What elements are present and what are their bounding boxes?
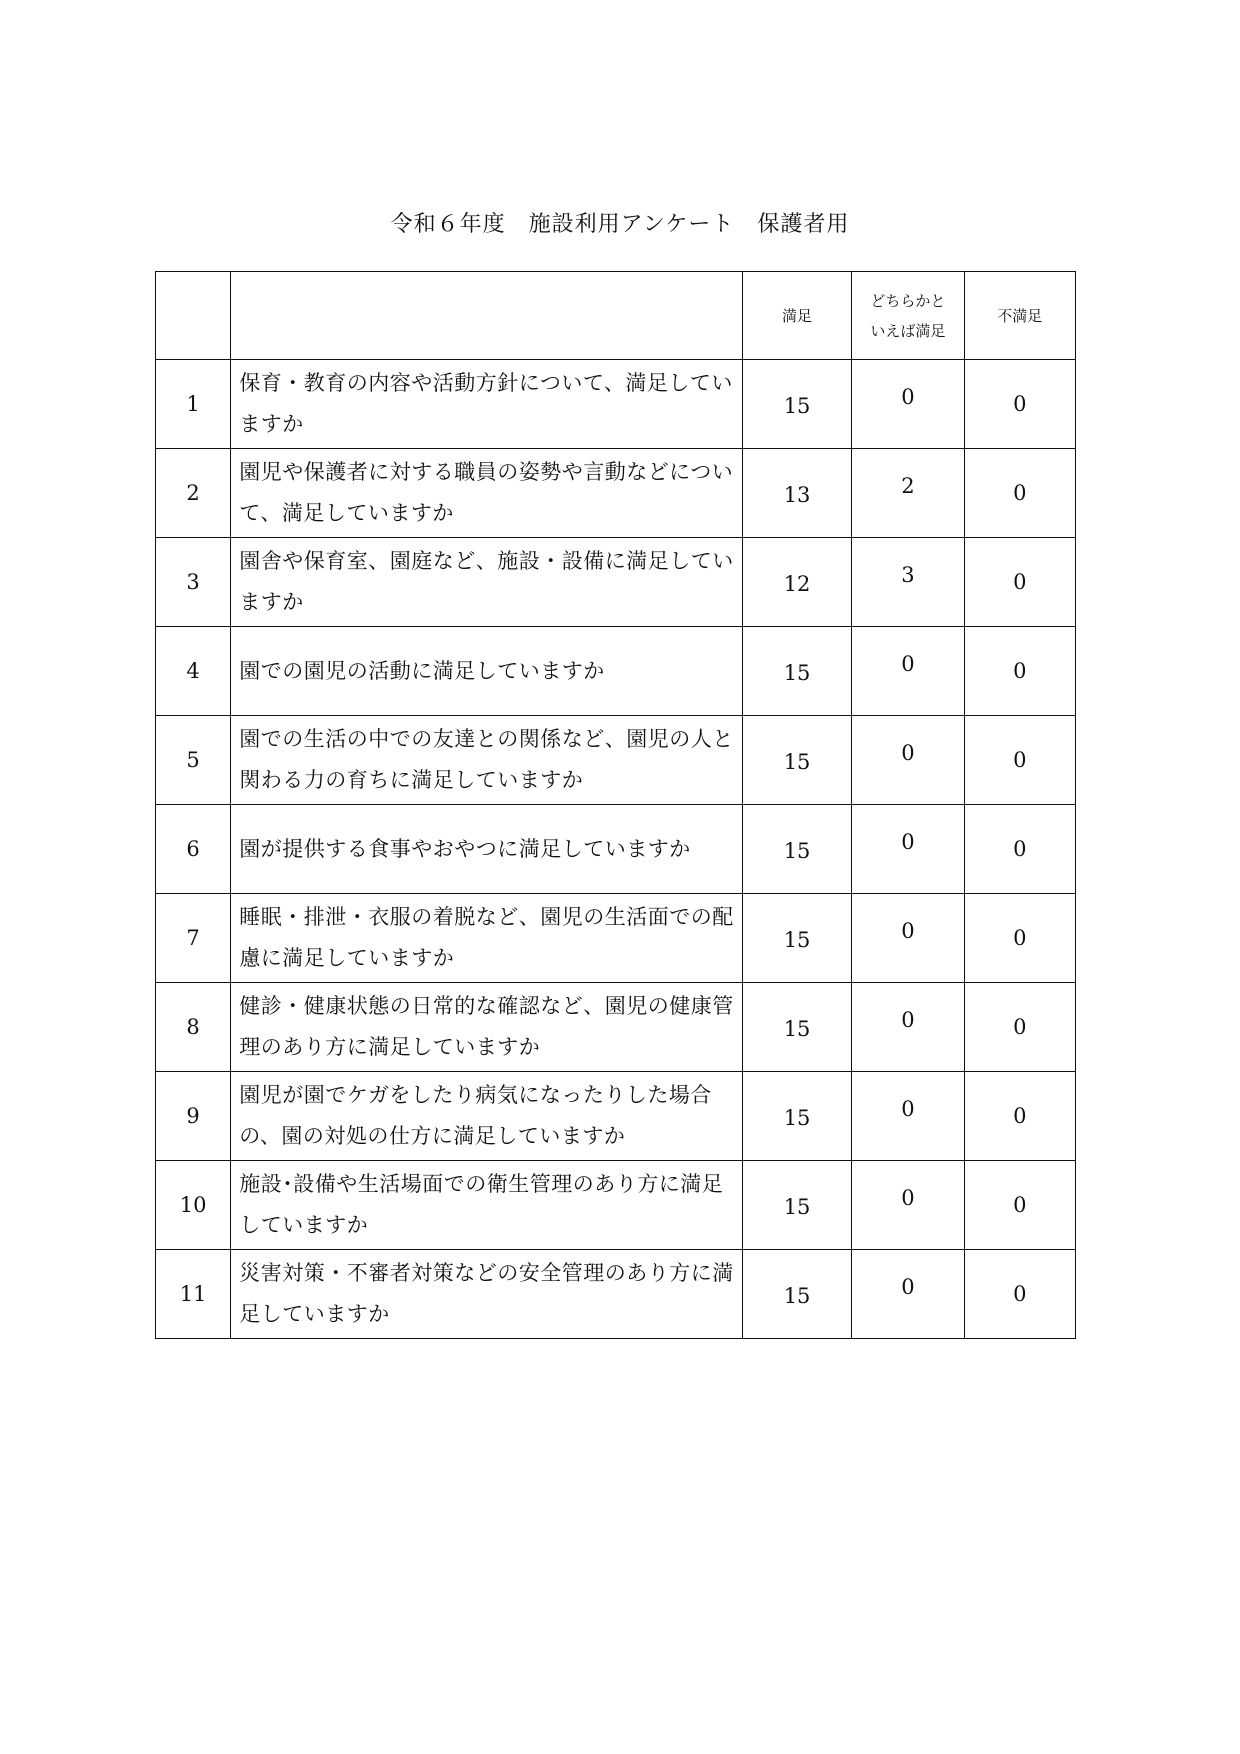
satisfied-count: 15 bbox=[783, 1017, 811, 1042]
table-row bbox=[156, 360, 1076, 449]
dissatisfied-count: 0 bbox=[1013, 748, 1027, 773]
satisfied-count: 15 bbox=[783, 1195, 811, 1220]
row-number: 3 bbox=[156, 538, 231, 627]
somewhat-satisfied-count: 0 bbox=[901, 384, 915, 409]
dissatisfied-count: 0 bbox=[1013, 392, 1027, 417]
satisfied-count: 13 bbox=[783, 483, 811, 508]
dissatisfied-count: 0 bbox=[1013, 659, 1027, 684]
table-row bbox=[156, 1250, 1076, 1339]
dissatisfied-count-cell bbox=[964, 360, 1075, 449]
header-satisfied-label: 満足 bbox=[782, 306, 813, 325]
row-number: 7 bbox=[156, 894, 231, 983]
header-somewhat-satisfied bbox=[852, 272, 964, 360]
table-row bbox=[156, 894, 1076, 983]
dissatisfied-count: 0 bbox=[1013, 1015, 1027, 1040]
dissatisfied-count-cell bbox=[964, 538, 1075, 627]
satisfied-count: 12 bbox=[783, 572, 811, 597]
somewhat-satisfied-count: 2 bbox=[901, 473, 915, 498]
somewhat-satisfied-count-cell bbox=[852, 627, 964, 716]
satisfied-count: 15 bbox=[783, 1284, 811, 1309]
somewhat-satisfied-count-cell bbox=[852, 894, 964, 983]
satisfied-count-cell bbox=[742, 627, 851, 716]
dissatisfied-count-cell bbox=[964, 894, 1075, 983]
somewhat-satisfied-count-cell bbox=[852, 716, 964, 805]
row-number: 11 bbox=[156, 1250, 231, 1339]
somewhat-satisfied-count-cell bbox=[852, 538, 964, 627]
table-row bbox=[156, 805, 1076, 894]
dissatisfied-count-cell bbox=[964, 1250, 1075, 1339]
question-text: 睡眠・排泄・衣服の着脱など、園児の生活面での配慮に満足していますか bbox=[231, 894, 743, 983]
satisfied-count: 15 bbox=[783, 839, 811, 864]
table-row bbox=[156, 1161, 1076, 1250]
question-text: 園児が園でケガをしたり病気になったりした場合の、園の対処の仕方に満足していますか bbox=[231, 1072, 743, 1161]
dissatisfied-count-cell bbox=[964, 983, 1075, 1072]
question-text: 保育・教育の内容や活動方針について、満足していますか bbox=[231, 360, 743, 449]
somewhat-satisfied-count-cell bbox=[852, 1161, 964, 1250]
table-row bbox=[156, 449, 1076, 538]
satisfied-count: 15 bbox=[783, 661, 811, 686]
header-dissatisfied bbox=[964, 272, 1075, 360]
satisfied-count-cell bbox=[742, 360, 851, 449]
dissatisfied-count-cell bbox=[964, 805, 1075, 894]
question-text: 園での園児の活動に満足していますか bbox=[231, 627, 743, 716]
satisfied-count-cell bbox=[742, 538, 851, 627]
header-row bbox=[156, 272, 1076, 360]
question-text: 健診・健康状態の日常的な確認など、園児の健康管理のあり方に満足していますか bbox=[231, 983, 743, 1072]
satisfied-count-cell bbox=[742, 716, 851, 805]
dissatisfied-count: 0 bbox=[1013, 926, 1027, 951]
row-number: 2 bbox=[156, 449, 231, 538]
question-text: 災害対策・不審者対策などの安全管理のあり方に満足していますか bbox=[231, 1250, 743, 1339]
satisfied-count-cell bbox=[742, 894, 851, 983]
somewhat-satisfied-count: 0 bbox=[901, 829, 915, 854]
question-text: 園児や保護者に対する職員の姿勢や言動などについて、満足していますか bbox=[231, 449, 743, 538]
row-number: 9 bbox=[156, 1072, 231, 1161]
table-row bbox=[156, 716, 1076, 805]
satisfied-count: 15 bbox=[783, 1106, 811, 1131]
dissatisfied-count: 0 bbox=[1013, 837, 1027, 862]
satisfied-count-cell bbox=[742, 1161, 851, 1250]
table-row bbox=[156, 627, 1076, 716]
header-somewhat-line2: いえば満足 bbox=[870, 321, 946, 340]
satisfied-count-cell bbox=[742, 805, 851, 894]
dissatisfied-count: 0 bbox=[1013, 1193, 1027, 1218]
dissatisfied-count: 0 bbox=[1013, 1282, 1027, 1307]
somewhat-satisfied-count: 0 bbox=[901, 1007, 915, 1032]
satisfied-count: 15 bbox=[783, 928, 811, 953]
question-text: 園舎や保育室、園庭など、施設・設備に満足していますか bbox=[231, 538, 743, 627]
header-number-cell bbox=[156, 272, 231, 360]
document-title: 令和６年度 施設利用アンケート 保護者用 bbox=[390, 212, 850, 237]
somewhat-satisfied-count-cell bbox=[852, 1072, 964, 1161]
row-number: 10 bbox=[156, 1161, 231, 1250]
somewhat-satisfied-count-cell bbox=[852, 449, 964, 538]
dissatisfied-count-cell bbox=[964, 716, 1075, 805]
dissatisfied-count: 0 bbox=[1013, 481, 1027, 506]
satisfied-count-cell bbox=[742, 983, 851, 1072]
satisfied-count: 15 bbox=[783, 750, 811, 775]
somewhat-satisfied-count: 0 bbox=[901, 1096, 915, 1121]
satisfied-count-cell bbox=[742, 1250, 851, 1339]
somewhat-satisfied-count-cell bbox=[852, 1250, 964, 1339]
satisfied-count: 15 bbox=[783, 394, 811, 419]
survey-table bbox=[155, 271, 1076, 1339]
dissatisfied-count: 0 bbox=[1013, 1104, 1027, 1129]
dissatisfied-count: 0 bbox=[1013, 570, 1027, 595]
header-question-cell bbox=[231, 272, 743, 360]
row-number: 4 bbox=[156, 627, 231, 716]
table-row bbox=[156, 983, 1076, 1072]
table-row bbox=[156, 538, 1076, 627]
somewhat-satisfied-count: 0 bbox=[901, 651, 915, 676]
question-text: 施設･設備や生活場面での衛生管理のあり方に満足していますか bbox=[231, 1161, 743, 1250]
row-number: 6 bbox=[156, 805, 231, 894]
somewhat-satisfied-count: 0 bbox=[901, 918, 915, 943]
header-dissatisfied-label: 不満足 bbox=[997, 306, 1043, 325]
somewhat-satisfied-count-cell bbox=[852, 983, 964, 1072]
row-number: 5 bbox=[156, 716, 231, 805]
satisfied-count-cell bbox=[742, 449, 851, 538]
somewhat-satisfied-count-cell bbox=[852, 805, 964, 894]
somewhat-satisfied-count: 0 bbox=[901, 1185, 915, 1210]
row-number: 1 bbox=[156, 360, 231, 449]
somewhat-satisfied-count-cell bbox=[852, 360, 964, 449]
somewhat-satisfied-count: 0 bbox=[901, 740, 915, 765]
dissatisfied-count-cell bbox=[964, 627, 1075, 716]
dissatisfied-count-cell bbox=[964, 449, 1075, 538]
table-row bbox=[156, 1072, 1076, 1161]
row-number: 8 bbox=[156, 983, 231, 1072]
somewhat-satisfied-count: 3 bbox=[901, 562, 915, 587]
header-satisfied bbox=[742, 272, 851, 360]
dissatisfied-count-cell bbox=[964, 1161, 1075, 1250]
satisfied-count-cell bbox=[742, 1072, 851, 1161]
question-text: 園が提供する食事やおやつに満足していますか bbox=[231, 805, 743, 894]
dissatisfied-count-cell bbox=[964, 1072, 1075, 1161]
header-somewhat-line1: どちらかと bbox=[870, 291, 946, 310]
question-text: 園での生活の中での友達との関係など、園児の人と関わる力の育ちに満足していますか bbox=[231, 716, 743, 805]
somewhat-satisfied-count: 0 bbox=[901, 1274, 915, 1299]
